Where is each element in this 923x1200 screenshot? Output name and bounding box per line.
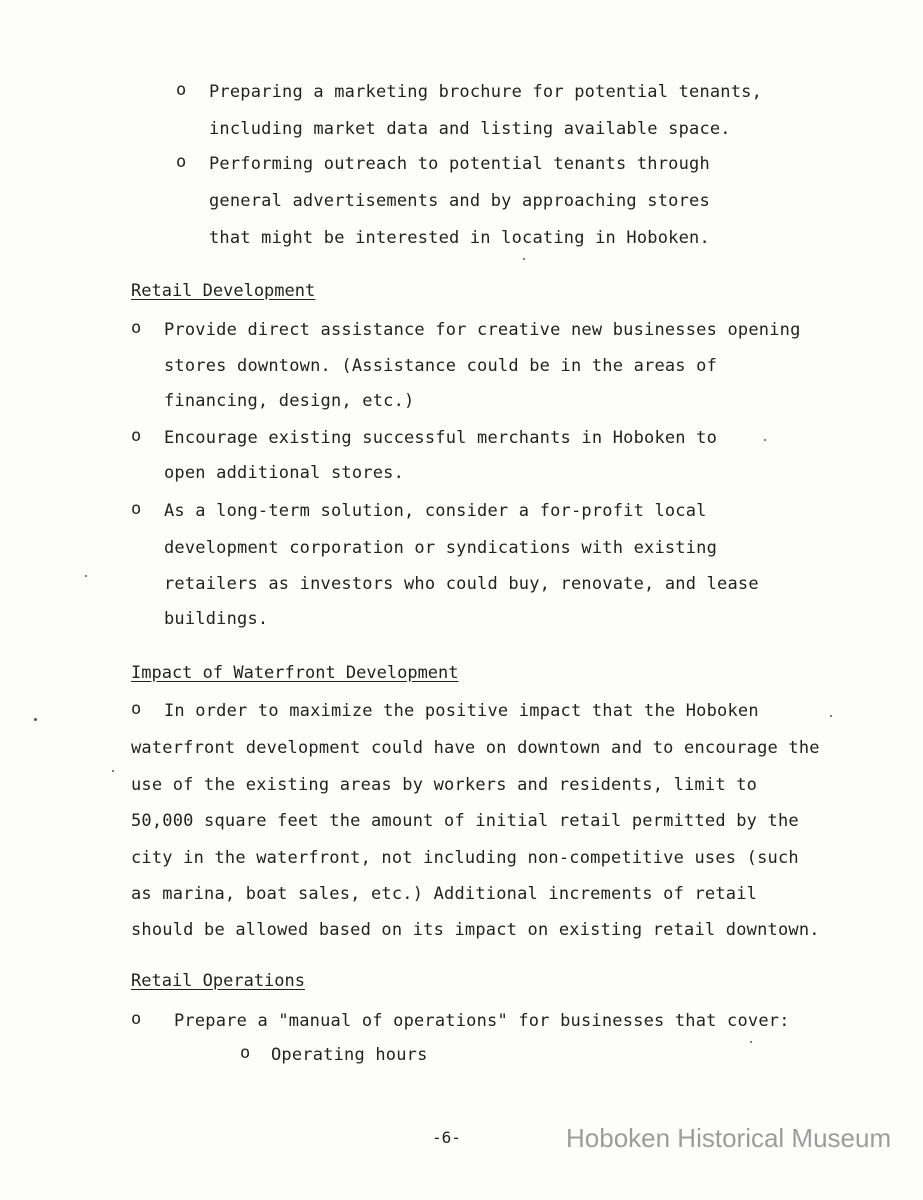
page-number: -6- bbox=[432, 1128, 461, 1147]
text-line: use of the existing areas by workers and residents, limit to bbox=[131, 775, 758, 795]
bullet-marker: o bbox=[131, 699, 142, 719]
text-line: Preparing a marketing brochure for potential tenants, bbox=[209, 82, 763, 102]
bullet-marker: o bbox=[240, 1043, 251, 1063]
text-line: stores downtown. (Assistance could be in the areas of bbox=[164, 356, 718, 376]
section-heading-waterfront: Impact of Waterfront Development bbox=[131, 663, 459, 683]
text-line: open additional stores. bbox=[164, 463, 405, 483]
bullet-marker: o bbox=[176, 152, 187, 172]
text-line: Encourage existing successful merchants in Hoboken to bbox=[164, 428, 718, 448]
text-line: Operating hours bbox=[271, 1045, 428, 1065]
bullet-marker: o bbox=[131, 499, 142, 519]
text-line: development corporation or syndications with existing bbox=[164, 538, 718, 558]
section-heading-retail-operations: Retail Operations bbox=[131, 971, 305, 991]
scan-speck bbox=[85, 575, 87, 577]
bullet-marker: o bbox=[131, 426, 142, 446]
text-line: waterfront development could have on downtown and to encourage the bbox=[131, 738, 820, 758]
section-heading-retail-development: Retail Development bbox=[131, 281, 316, 301]
text-line: as marina, boat sales, etc.) Additional increments of retail bbox=[131, 884, 758, 904]
bullet-marker: o bbox=[131, 318, 142, 338]
scan-speck bbox=[750, 1041, 752, 1043]
text-line: buildings. bbox=[164, 609, 269, 629]
text-line: financing, design, etc.) bbox=[164, 391, 415, 411]
text-line: As a long-term solution, consider a for-profit local bbox=[164, 501, 707, 521]
text-line: Performing outreach to potential tenants through bbox=[209, 154, 710, 174]
text-line: 50,000 square feet the amount of initial retail permitted by the bbox=[131, 811, 799, 831]
bullet-marker: o bbox=[131, 1009, 142, 1029]
text-line: should be allowed based on its impact on existing retail downtown. bbox=[131, 920, 820, 940]
bullet-marker: o bbox=[176, 80, 187, 100]
text-line: general advertisements and by approaching stores bbox=[209, 191, 710, 211]
watermark: Hoboken Historical Museum bbox=[566, 1123, 892, 1153]
scan-speck bbox=[34, 718, 37, 721]
text-line: Provide direct assistance for creative new businesses opening bbox=[164, 320, 801, 340]
text-line: retailers as investors who could buy, renovate, and lease bbox=[164, 574, 759, 594]
text-line: city in the waterfront, not including non-competitive uses (such bbox=[131, 848, 799, 868]
text-line: In order to maximize the positive impact that the Hoboken bbox=[164, 701, 759, 721]
scan-speck bbox=[830, 715, 832, 717]
text-line: including market data and listing available space. bbox=[209, 119, 731, 139]
scan-speck bbox=[523, 258, 525, 260]
text-line: Prepare a "manual of operations" for businesses that cover: bbox=[174, 1011, 790, 1031]
scan-speck bbox=[112, 770, 114, 772]
text-line: that might be interested in locating in Hoboken. bbox=[209, 228, 710, 248]
scan-speck bbox=[764, 439, 766, 441]
